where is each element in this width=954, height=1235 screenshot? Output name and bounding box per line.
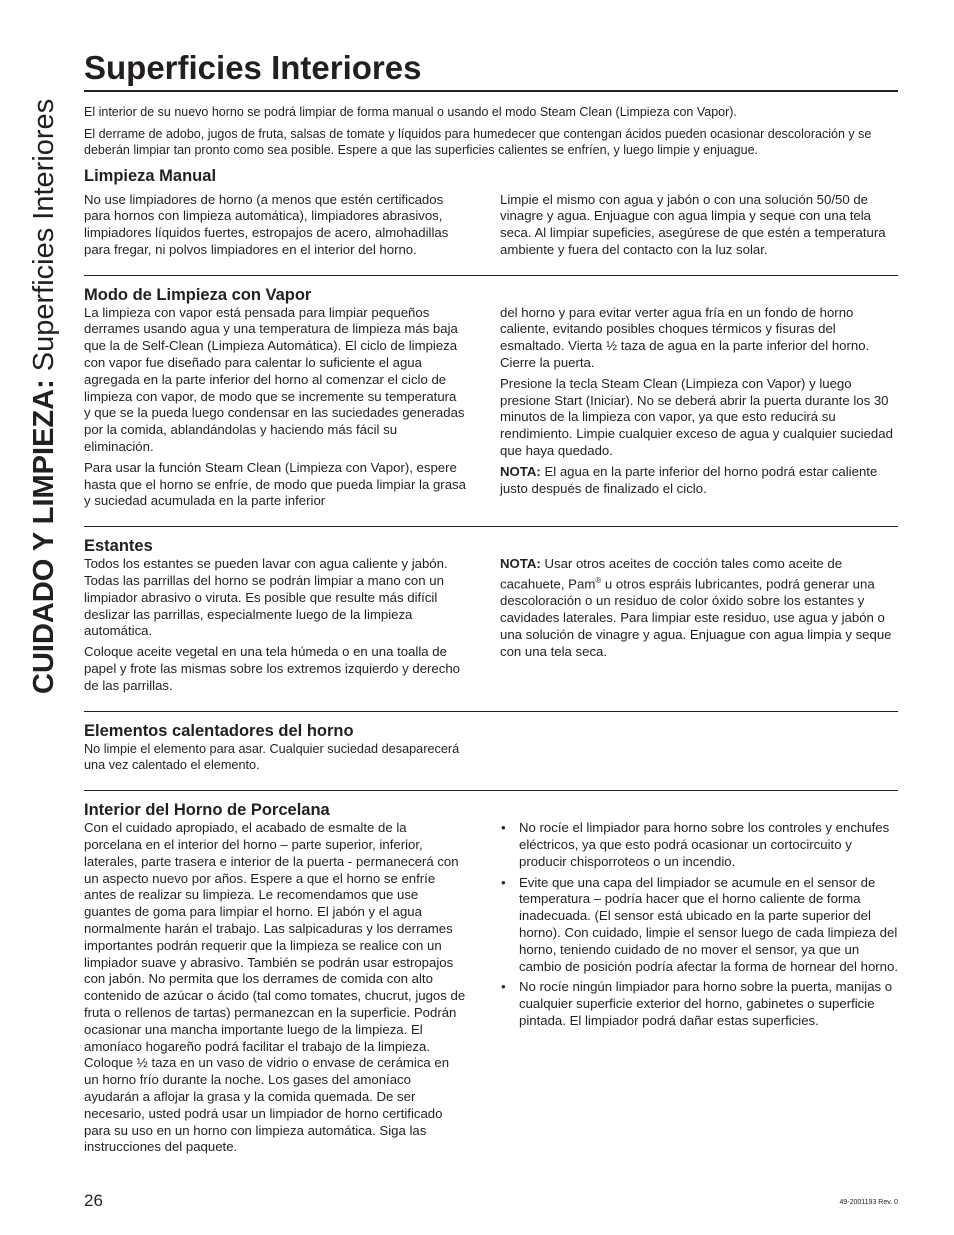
- side-title: [28, 52, 60, 694]
- section-steam-clean: [84, 276, 898, 528]
- note-text: El agua en la parte inferior del horno podrá estar caliente justo después de finalizado el ciclo.: [500, 463, 878, 496]
- list-item-text: No rocíe ningún limpiador para horno sobre la puerta, manijas o cualquier superficie exterior del horno, gabinetes o superficie pintada. El limpiador podrá dañar estas superficies.: [519, 979, 893, 1028]
- side-title-bold: CUIDADO Y LIMPIEZA:: [28, 379, 60, 694]
- column-right: [500, 556, 898, 698]
- document-code: 49-2001193 Rev. 0: [839, 1199, 898, 1206]
- paragraph: No limpie el elemento para asar. Cualquier suciedad desaparecerá una vez calentado el elemento.: [84, 741, 460, 773]
- side-title-regular: Superficies Interiores: [28, 98, 60, 380]
- column-right: [500, 820, 898, 1160]
- section-heading: Estantes: [84, 537, 153, 556]
- column-right: [500, 305, 898, 515]
- list-item-text: No rocíe el limpiador para horno sobre los controles y enchufes eléctricos, ya que esto podrá ocasionar un cortocircuito y producir chisporroteos o un incendio.: [519, 820, 890, 869]
- bullet: •: [501, 979, 506, 995]
- column-left: [84, 556, 466, 698]
- column-right: [500, 192, 898, 263]
- section-heating-elements: [84, 712, 898, 792]
- note-label: NOTA:: [500, 556, 541, 572]
- paragraph: Para usar la función Steam Clean (Limpieza con Vapor), espere hasta que el horno se enfríe, de modo que pueda limpiar la grasa y suciedad acumulada en la parte inferior: [84, 459, 466, 509]
- intro: [84, 104, 898, 159]
- list-item: [500, 979, 898, 1029]
- list-item: [500, 875, 898, 976]
- paragraph: Limpie el mismo con agua y jabón o con una solución 50/50 de vinagre y agua. Enjuague con agua limpia y seque con una tela seca. Al limpiar supeficies, asegúrese de que estén a temperatura ambiente y fuera del contacto con la luz solar.: [500, 191, 886, 257]
- section-porcelain: [84, 791, 898, 1172]
- column-left: [84, 820, 466, 1160]
- intro-paragraph: El interior de su nuevo horno se podrá limpiar de forma manual o usando el modo Steam Clean (Limpieza con Vapor).: [84, 105, 737, 119]
- bullet-list: [500, 820, 898, 1030]
- column-left: [84, 192, 466, 263]
- note: [500, 556, 898, 660]
- paragraph: Todos los estantes se pueden lavar con agua caliente y jabón. Todas las parrillas del horno se podrán limpiar a mano con un limpiador abrasivo o viruta. Es posible que resulte más difícil deslizar las parrillas, especialmente luego de la limpieza automática.: [84, 556, 448, 639]
- section-heading: Elementos calentadores del horno: [84, 721, 354, 740]
- page-title: Superficies Interiores: [84, 48, 898, 92]
- paragraph: Con el cuidado apropiado, el acabado de esmalte de la porcelana en el interior del horno – parte superior, inferior, laterales, parte trasera e interior de la puerta - permanecerá con un aspecto nuevo por años. Espere a que el horno se enfríe antes de realizar su limpieza. Le recomendamos que use guantes de goma para limpiar el horno. El jabón y el agua normalmente harán el trabajo. Las salpicaduras y los derrames importantes podrán requerir que la limpieza se realice con un limpiador suave y abrasivo. También se podrán usar estropajos con jabón. No permita que los derrames de comida con alto contenido de azúcar o ácido (tal como tomates, chucrut, jugos de fruta o rellenos de tartas) permanezcan en la superficie. Podrán ocasionar una mancha importante luego de la limpieza. El amoníaco hogareño podrá facilitar el trabajo de la limpieza. Coloque ½ taza en un vaso de vidrio o envase de cerámica en un horno frío durante la noche. Los gases del amoníaco ayudarán a aflojar la grasa y la comida quemada. De ser necesario, usted podrá usar un limpiador de horno certificado para su uso en un horno con limpieza automática. Siga las instrucciones del paquete.: [84, 820, 466, 1155]
- registered-mark: ®: [595, 576, 602, 586]
- column-left: [84, 741, 466, 779]
- main-content: [84, 48, 898, 1172]
- page-number: 26: [84, 1191, 103, 1210]
- bullet: •: [501, 874, 506, 890]
- paragraph: No use limpiadores de horno (a menos que estén certificados para hornos con limpieza automática), limpiadores abrasivos, limpiadores líquidos fuertes, estropajos de acero, almohadillas para fregar, ni polvos limpiadores en el interior del horno.: [84, 191, 449, 257]
- note-label: NOTA:: [500, 463, 541, 479]
- paragraph: del horno y para evitar verter agua fría en un fondo de horno caliente, evitando posibles choques térmicos y fisuras del esmaltado. Vierta ½ taza de agua en la parte inferior del horno. Cierre la puerta.: [500, 304, 870, 371]
- bullet: •: [501, 820, 506, 836]
- column-left: [84, 305, 466, 515]
- note-text: u otros espráis lubricantes, podrá generar una descoloración o un residuo de color óxido sobre los estantes y cavidades laterales. Para limpiar este residuo, use agua y jabón o una solución de vinagre y agua. Enjuague con agua limpia y seque con una tela seca.: [500, 576, 892, 659]
- section-heading: Interior del Horno de Porcelana: [84, 801, 330, 820]
- section-heading: Modo de Limpieza con Vapor: [84, 285, 312, 304]
- paragraph: Presione la tecla Steam Clean (Limpieza con Vapor) y luego presione Start (Iniciar). No se deberá abrir la puerta durante los 30 minutos de la limpieza con vapor, ya que esto reducirá su rendimiento. Limpie cualquier exceso de agua y cualquier suciedad que haya quedado.: [500, 375, 893, 459]
- section-manual-cleaning: [84, 164, 898, 276]
- paragraph: La limpieza con vapor está pensada para limpiar pequeños derrames usando agua y una temperatura de limpieza más baja que la de Self-Clean (Limpieza Automática). El ciclo de limpieza con vapor fue diseñado para calentar lo suficiente el agua agregada en la parte inferior del horno al comenzar el ciclo de limpieza con vapor, de modo que se incremente su temperatura y que se la pueda luego condensar en las suciedades generadas por la comida, ablandándolas y haciendo más fácil su eliminación.: [84, 304, 465, 455]
- section-racks: [84, 527, 898, 711]
- paragraph: Coloque aceite vegetal en una tela húmeda o en una toalla de papel y frote las mismas sobre los extremos izquierdo y derecho de las parrillas.: [84, 644, 461, 693]
- list-item: [500, 820, 898, 870]
- section-heading: Limpieza Manual: [84, 166, 217, 185]
- intro-paragraph: El derrame de adobo, jugos de fruta, salsas de tomate y líquidos para humedecer que contengan ácidos pueden ocasionar descoloración y se deberán limpiar tan pronto como sea posible. Espere a que las superficies calientes se enfríen, y luego limpie y enjuague.: [84, 126, 872, 157]
- list-item-text: Evite que una capa del limpiador se acumule en el sensor de temperatura – podría hacer que el horno caliente de forma inadecuada. (El sensor está ubicado en la parte superior del horno). Con cuidado, limpie el sensor luego de cada limpieza del horno, teniendo cuidado de no mover el sensor, ya que un cambio de posición podría afectar la forma de hornear del horno.: [519, 874, 898, 974]
- note: [500, 464, 898, 498]
- note-text: Usar otros aceites de cocción tales como aceite de cacahuete, Pam: [500, 556, 843, 592]
